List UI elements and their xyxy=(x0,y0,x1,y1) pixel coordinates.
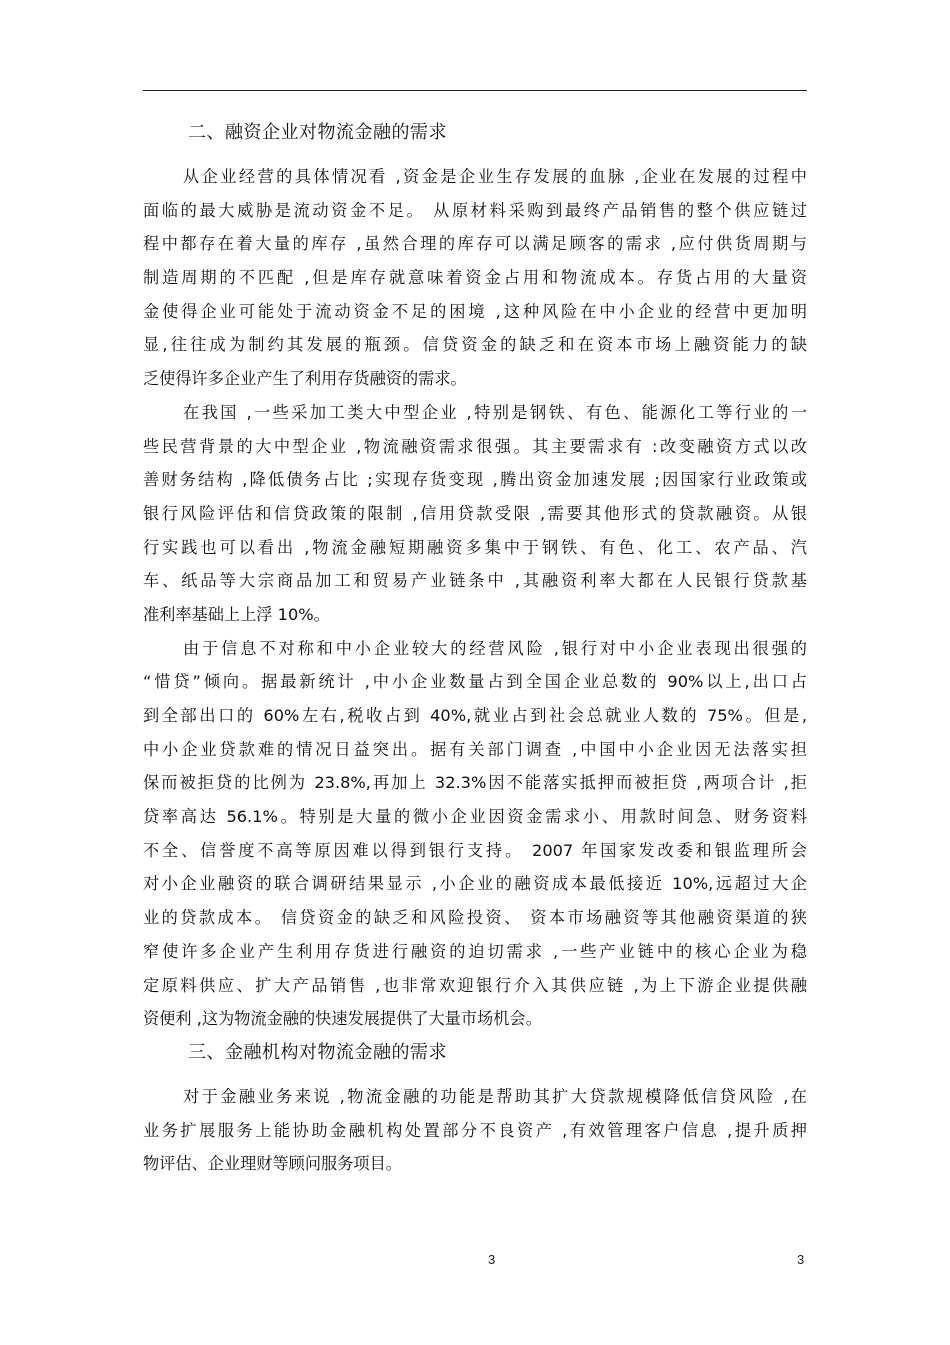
text-line: “惜贷”倾向。据最新统计 ,中小企业数量占到全国企业总数的 90%以上,出口占 xyxy=(143,672,807,692)
text-line: 业务扩展服务上能协助金融机构处置部分不良资产 ,有效管理客户信息 ,提升质押 xyxy=(143,1120,807,1140)
section-heading-2: 二、融资企业对物流金融的需求 xyxy=(188,122,447,143)
text-line: 定原料供应、扩大产品销售 ,也非常欢迎银行介入其供应链 ,为上下游企业提供融 xyxy=(143,975,807,995)
page-number-right: 3 xyxy=(797,1252,805,1267)
text-line: 银行风险评估和信贷政策的限制 ,信用贷款受限 ,需要其他形式的贷款融资。从银 xyxy=(143,503,807,523)
text-line: 对小企业融资的联合调研结果显示 ,小企业的融资成本最低接近 10%,远超过大企 xyxy=(143,874,807,894)
text-line: 准利率基础上上浮 10%。 xyxy=(143,604,330,624)
paragraph-2-1 xyxy=(143,160,807,396)
paragraph-3-1 xyxy=(143,1080,807,1181)
text-line: 程中都存在着大量的库存 ,虽然合理的库存可以满足顾客的需求 ,应付供货周期与 xyxy=(143,234,807,254)
text-line: 制造周期的不匹配 ,但是库存就意味着资金占用和物流成本。存货占用的大量资 xyxy=(143,268,807,288)
text-line: 乏使得许多企业产生了利用存货融资的需求。 xyxy=(143,369,467,389)
paragraph-2-3 xyxy=(143,632,807,1036)
text-line: 窄使许多企业产生利用存货进行融资的迫切需求 ,一些产业链中的核心企业为稳 xyxy=(143,941,807,961)
text-line: 在我国 ,一些采加工类大中型企业 ,特别是钢铁、有色、能源化工等行业的一 xyxy=(183,402,807,422)
text-line: 显,往往成为制约其发展的瓶颈。信贷资金的缺乏和在资本市场上融资能力的缺 xyxy=(143,335,807,355)
text-line: 善财务结构 ,降低债务占比 ;实现存货变现 ,腾出资金加速发展 ;因国家行业政策或 xyxy=(143,470,807,490)
text-line: 中小企业贷款难的情况日益突出。据有关部门调查 ,中国中小企业因无法落实担 xyxy=(143,739,807,759)
text-line: 从企业经营的具体情况看 ,资金是企业生存发展的血脉 ,企业在发展的过程中 xyxy=(183,167,807,186)
header-rule xyxy=(143,90,807,91)
text-line: 物评估、企业理财等顾问服务项目。 xyxy=(143,1154,402,1174)
page-number: 3 xyxy=(488,1252,496,1267)
text-line: 业的贷款成本。 信贷资金的缺乏和风险投资、 资本市场融资等其他融资渠道的狭 xyxy=(143,908,807,928)
section-heading-3: 三、金融机构对物流金融的需求 xyxy=(188,1041,447,1063)
text-line: 金使得企业可能处于流动资金不足的困境 ,这种风险在中小企业的经营中更加明 xyxy=(143,301,807,321)
paragraph-2-2 xyxy=(143,396,807,632)
text-line: 不全、信誉度不高等原因难以得到银行支持。 2007 年国家发改委和银监理所会 xyxy=(143,840,807,860)
text-line: 贷率高达 56.1%。特别是大量的微小企业因资金需求小、用款时间急、财务资料 xyxy=(143,807,807,827)
text-line: 保而被拒贷的比例为 23.8%,再加上 32.3%因不能落实抵押而被拒贷 ,两项合计 ,拒 xyxy=(143,773,807,793)
text-line: 到全部出口的 60%左右,税收占到 40%,就业占到社会总就业人数的 75%。但是, xyxy=(143,706,807,725)
text-line: 对于金融业务来说 ,物流金融的功能是帮助其扩大贷款规模降低信贷风险 ,在 xyxy=(183,1086,807,1106)
text-line: 资便利 ,这为物流金融的快速发展提供了大量市场机会。 xyxy=(143,1009,542,1029)
text-line: 面临的最大威胁是流动资金不足。 从原材料采购到最终产品销售的整个供应链过 xyxy=(143,200,807,220)
text-line: 由于信息不对称和中小企业较大的经营风险 ,银行对中小企业表现出很强的 xyxy=(183,638,807,658)
document-body xyxy=(143,120,807,1181)
text-line: 车、纸品等大宗商品加工和贸易产业链条中 ,其融资利率大都在人民银行贷款基 xyxy=(143,571,807,591)
text-line: 些民营背景的大中型企业 ,物流融资需求很强。其主要需求有 :改变融资方式以改 xyxy=(143,436,807,456)
text-line: 行实践也可以看出 ,物流金融短期融资多集中于钢铁、有色、化工、农产品、汽 xyxy=(143,537,807,557)
